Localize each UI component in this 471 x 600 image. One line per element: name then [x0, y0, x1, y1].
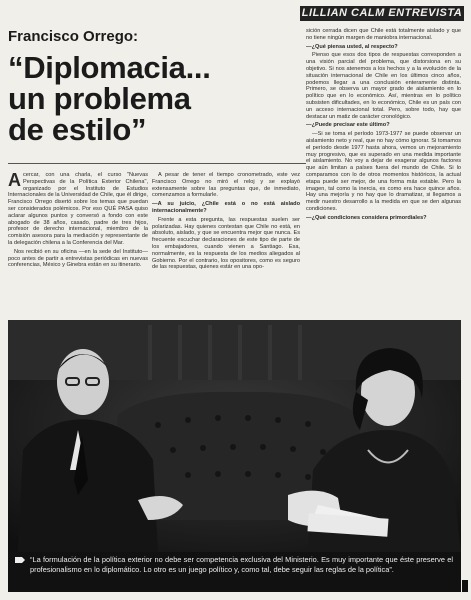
body-column-3 [306, 28, 461, 317]
article-title [8, 52, 306, 145]
interviewee-name: Francisco Orrego: [8, 28, 139, 45]
paragraph: cercar, con una charla, el curso "Nuevas Perspectivas de la Política Exterior Chilena", organizado por el Instituto de Estudios Internacionales de la Universidad de Chile, que él dirige, Francisco Orrego disertó sobre los temas que puedan ser considerados polémicos. Por eso QUÉ PASA quiso aclarar algunos puntos y conversó a fondo con este abogado de 38 años, casado, padre de tres hijos, profesor de derecho internacional, miembro de la comisión asesora para la mediación y representante de la delegación chilena a la Conferencia del Mar. [8, 172, 148, 246]
paragraph: Nos recibió en su oficina —en la sede del Instituto— poco antes de partir a entrevistas periódicas en nuevas conferencias, México y Ginebra están en su itinerario. [8, 248, 148, 269]
interview-photo [8, 320, 461, 552]
photo-caption [8, 552, 461, 592]
headline-block [8, 28, 306, 145]
page-edge-mark [462, 580, 468, 592]
body-column-1 [8, 172, 148, 317]
question: —¿Qué condiciones considera primordiales? [306, 214, 427, 221]
paragraph: sición cerrada dicen que Chile está totalmente aislado y que no tiene ningún margen de maniobra internacional. [306, 28, 461, 41]
caption-marker-icon [15, 556, 25, 564]
paragraph: —Si se toma el período 1973-1977 se puede observar un aislamiento neto y real, que no hay cómo ignorar. Si tomamos el período desde 1977 hasta ahora, vemos un mejoramiento muy progresivo, que es superado en una medida importante el aislamiento. No voy a dejar de exagerar algunos factores que aún limitan a países fuera del mundo de Chile. Si lo comparamos con lo de otros momentos históricos, la actual etapa puede ser mejor, de una forma más estable. Pero la imagen, tal como la inercia, es como era hace quince años. Hay una mejoría y no hay que lo dramatizar, si llegamos a medir nuestro desarrollo a la medida en que se den algunas condiciones. [306, 131, 461, 212]
title-line: un problema [8, 81, 191, 116]
section-header: LILLIAN CALM ENTREVISTA [301, 7, 463, 19]
paragraph: Frente a esta pregunta, las respuestas suelen ser polarizadas. Hay quienes contestan que Chile no está, en absoluto, aislado, y que se encuentra mejor que nunca. Es frecuente escuchar declaraciones de este tipo de parte de los embajadores, cuando vienen a Santiago. Esa, normalmente, es la respuesta de los medios aliegados al Gobierno. Por el contrario, los opositores, como es seguro de las respuestas, quienes estár en una opo- [152, 216, 300, 271]
body-column-2 [152, 172, 300, 317]
question: —¿Puede precisar este último? [306, 122, 390, 129]
question: —A su juicio, ¿Chile está o no está aislado internacionalmente? [152, 201, 300, 214]
title-line: “Diplomacia... [8, 50, 211, 85]
drop-cap: A [8, 172, 21, 190]
paragraph: Pienso que esos dos tipos de respuestas corresponden a una visión parcial del problema, que distorsiona en su objetivo. Si nos atenemos a los hechos y a la evolución de la situación internacional de Chile en los últimos cinco años, podemos llegar a una conclusión enteramente distinta. Primero, se observa un mayor grado de aislamiento en lo político que en lo económico. Así, mientras en lo político subsisten dificultades, en lo económico, Chile es un país con un acceso internacional total. Pero, sobre todo, hay que destacar un matiz de carácter cronológico. [306, 52, 461, 120]
title-line: de estilo” [8, 112, 147, 147]
question: —¿Qué piensa usted, al respecto? [306, 43, 398, 50]
caption-text: “La formulación de la política exterior no debe ser competencia exclusiva del Ministerio. Es muy importante que éste preserve el profesionalismo en lo diplomático. Lo otro es un juego político y, como tal, debe seguir las reglas de la política”. [30, 555, 453, 574]
divider [8, 163, 306, 164]
paragraph: A pesar de tener el tiempo cronometrado, este vez Francisco Orrego no miró el reloj y se explayó extensamente sobre las preguntas que, de inmediato, comenzamos a formularle. [152, 172, 300, 199]
photo-illustration [8, 320, 461, 552]
